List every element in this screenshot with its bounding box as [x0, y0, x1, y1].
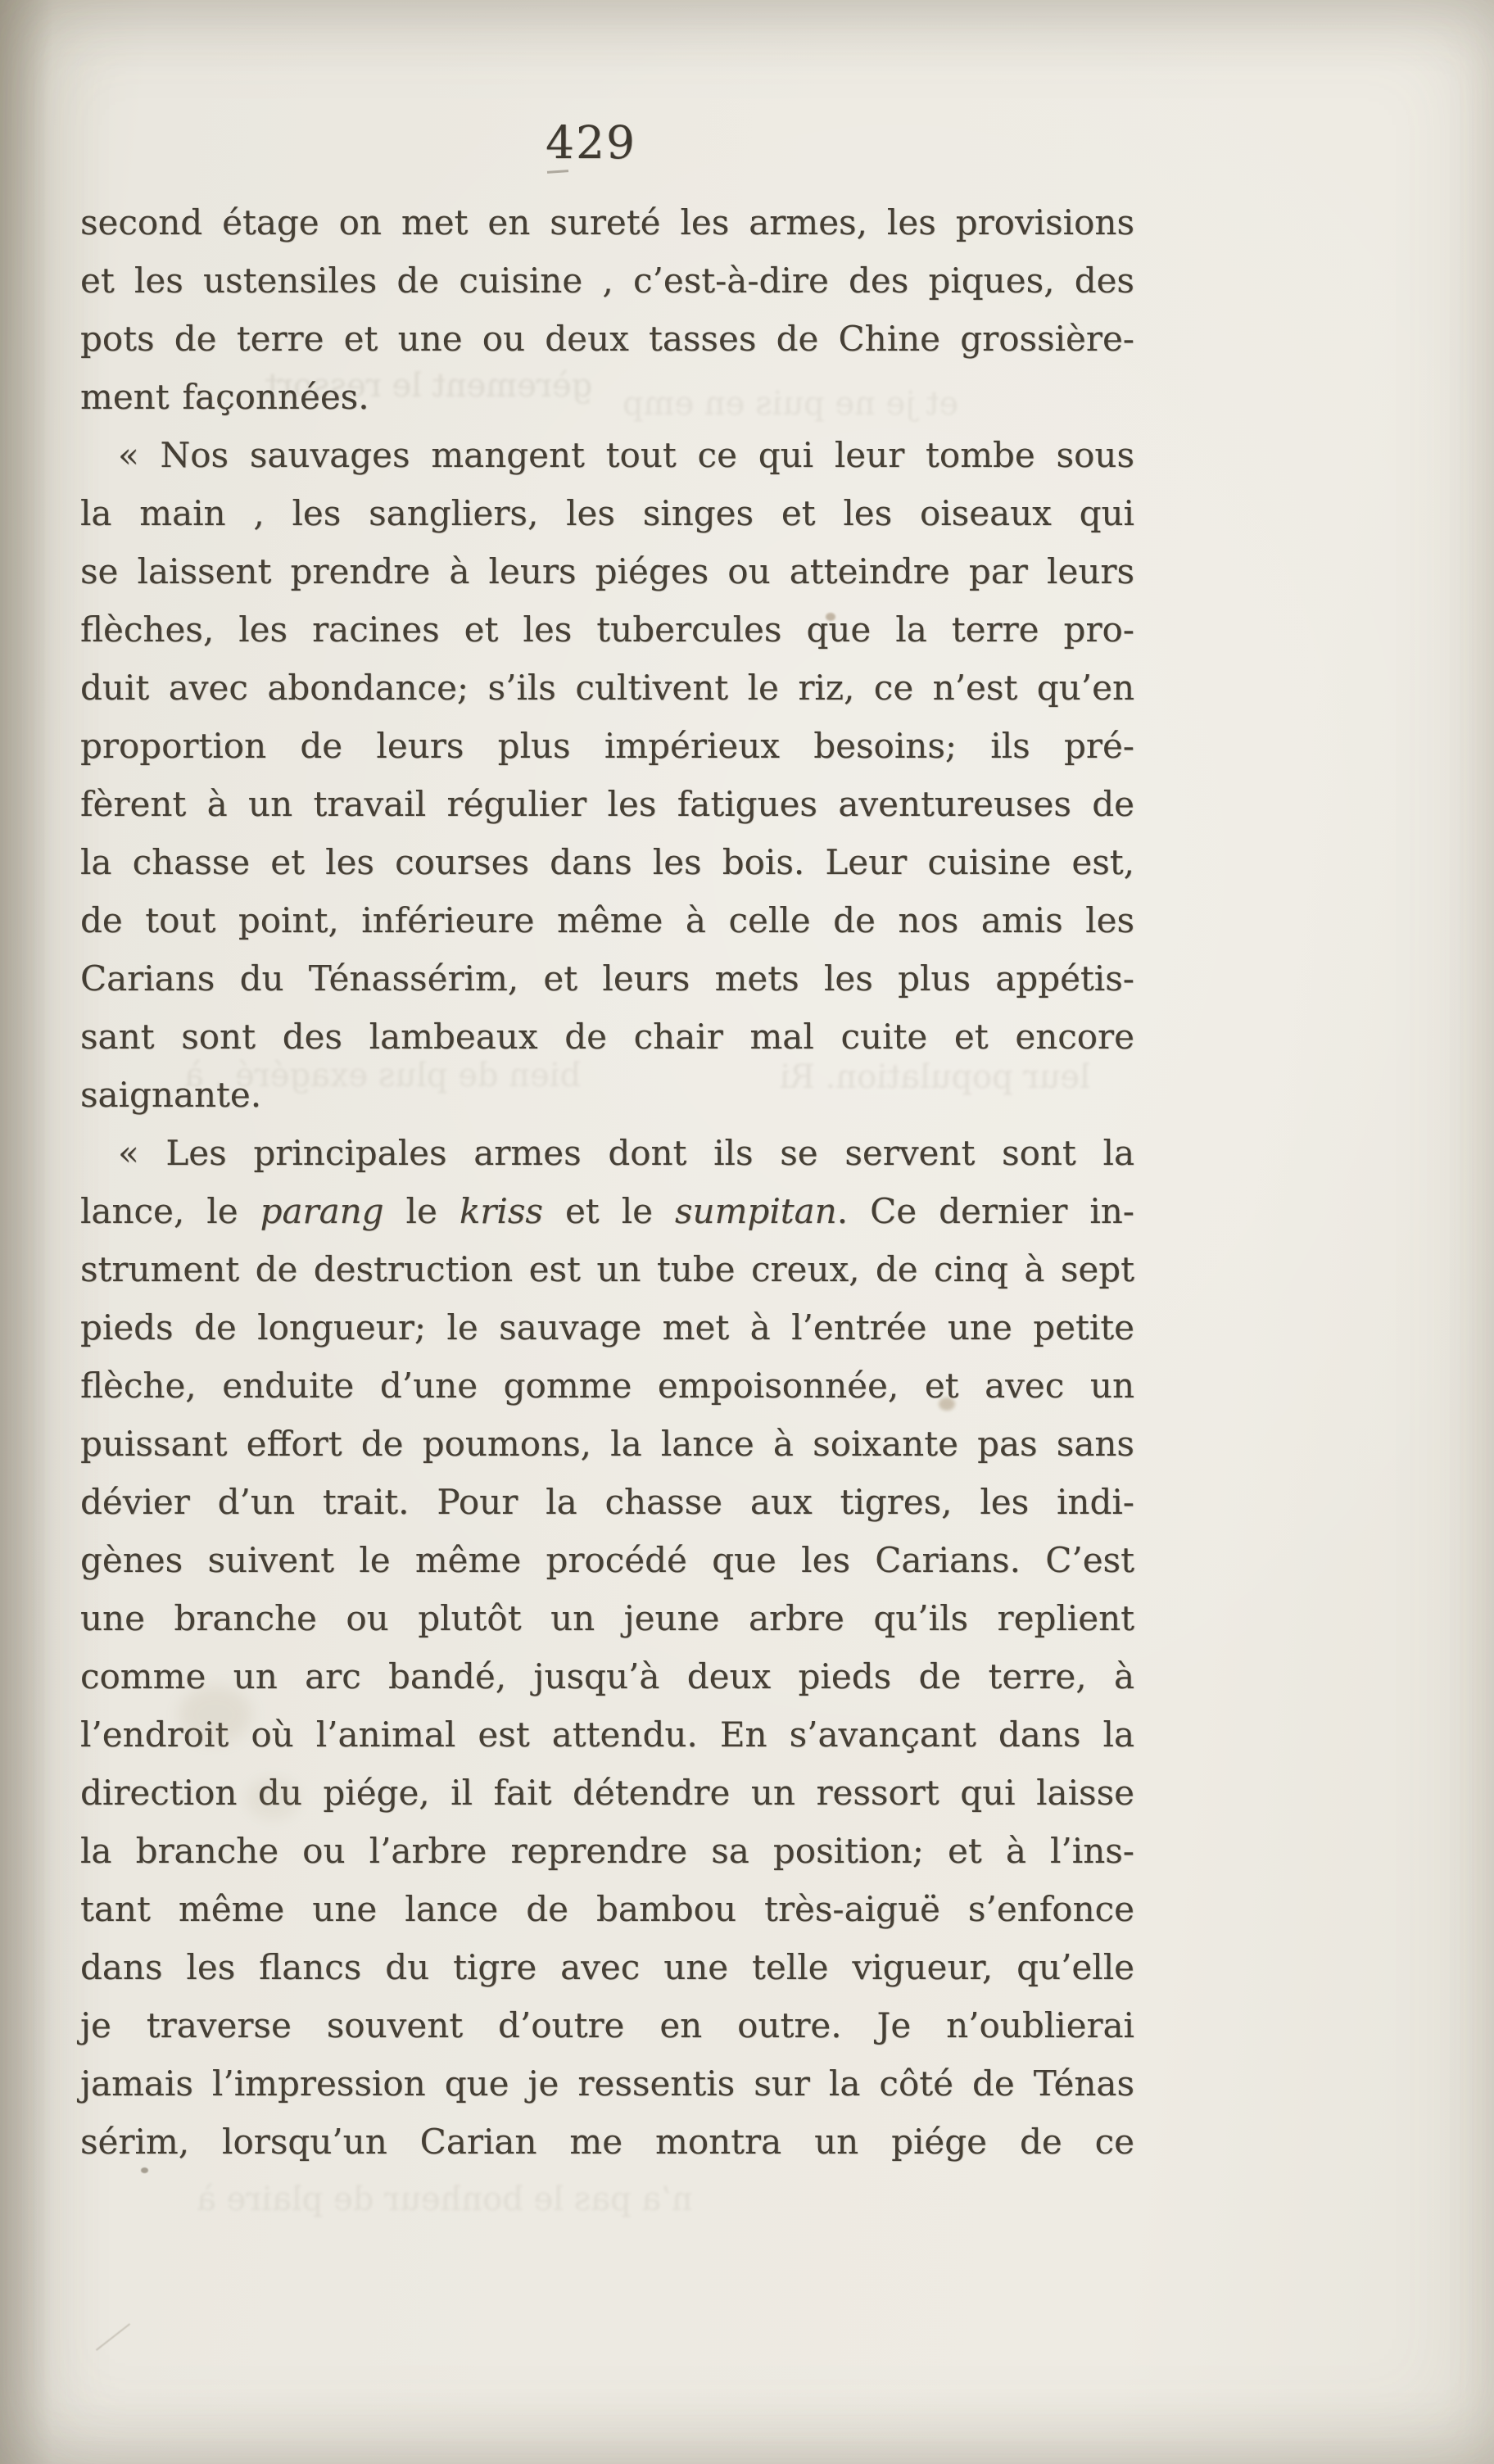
text-line: direction du piége, il fait détendre un ressort qui laisse — [80, 1773, 1134, 1813]
text-line: « Nos sauvages mangent tout ce qui leur tombe sous — [118, 435, 1134, 475]
text-line: pots de terre et une ou deux tasses de Chine grossière- — [80, 319, 1134, 359]
text-line: Carians du Ténassérim, et leurs mets les plus appétis- — [80, 958, 1134, 999]
text-line: et les ustensiles de cuisine , c’est-à-dire des piques, des — [80, 260, 1134, 301]
ghost-showthrough-text: gèrement le ressort, — [254, 367, 593, 405]
stray-ink-dash — [547, 170, 568, 174]
text-line: je traverse souvent d’outre en outre. Je n’oublierai — [80, 2005, 1134, 2045]
italic-term: sumpitan — [675, 1191, 837, 1231]
text-line: la chasse et les courses dans les bois. Leur cuisine est, — [80, 842, 1134, 882]
text-line: fèrent à un travail régulier les fatigues aventureuses de — [80, 784, 1134, 824]
text-line: se laissent prendre à leurs piéges ou atteindre par leurs — [80, 551, 1134, 591]
ghost-showthrough-text: et je ne puis en emp — [622, 385, 959, 423]
text-line: dévier d’un trait. Pour la chasse aux tigres, les indi- — [80, 1482, 1134, 1522]
scan-edge-shadow — [0, 0, 52, 2464]
italic-term: parang — [260, 1191, 384, 1231]
text-line: dans les flancs du tigre avec une telle vigueur, qu’elle — [80, 1947, 1134, 1987]
text-line: sérim, lorsqu’un Carian me montra un piége de ce — [80, 2122, 1134, 2162]
text-line: la branche ou l’arbre reprendre sa position; et à l’ins- — [80, 1831, 1134, 1871]
pencil-mark — [96, 2323, 130, 2351]
text-line: la main , les sangliers, les singes et les oiseaux qui — [80, 493, 1134, 533]
text-line: « Les principales armes dont ils se servent sont la — [118, 1133, 1134, 1173]
text-line: de tout point, inférieure même à celle de nos amis les — [80, 900, 1134, 940]
paragraph — [80, 426, 1134, 1124]
page-number: 429 — [546, 116, 636, 169]
paragraph — [80, 193, 1134, 426]
text-line: gènes suivent le même procédé que les Carians. C’est — [80, 1540, 1134, 1580]
text-line: puissant effort de poumons, la lance à soixante pas sans — [80, 1424, 1134, 1464]
text-block — [80, 193, 1134, 2171]
italic-term: kriss — [459, 1191, 543, 1231]
text-line: flèches, les racines et les tubercules que la terre pro- — [80, 609, 1134, 650]
ghost-showthrough-text: n’a pas le bonheur de plaire à — [197, 2181, 693, 2218]
text-line: sant sont des lambeaux de chair mal cuite et encore — [80, 1017, 1134, 1057]
ghost-showthrough-text: bien de plus exagéré , à — [184, 1057, 582, 1094]
text-line: saignante. — [80, 1075, 262, 1115]
paragraph — [80, 1124, 1134, 2171]
text-line: duit avec abondance; s’ils cultivent le riz, ce n’est qu’en — [80, 668, 1134, 708]
text-line: lance, le parang le kriss et le sumpitan. Ce dernier in- — [80, 1191, 1134, 1231]
text-line: l’endroit où l’animal est attendu. En s’avançant dans la — [80, 1714, 1134, 1755]
text-line: pieds de longueur; le sauvage met à l’entrée une petite — [80, 1307, 1134, 1348]
ghost-showthrough-text: leur population. Ri — [780, 1058, 1090, 1096]
text-line: jamais l’impression que je ressentis sur la côté de Ténas — [80, 2063, 1134, 2104]
text-line: tant même une lance de bambou très-aiguë s’enfonce — [80, 1889, 1134, 1929]
text-line: ment façonnées. — [80, 377, 369, 417]
text-line: strument de destruction est un tube creux, de cinq à sept — [80, 1249, 1134, 1289]
text-line: une branche ou plutôt un jeune arbre qu’ils replient — [80, 1598, 1134, 1638]
text-line: second étage on met en sureté les armes, les provisions — [80, 202, 1134, 242]
text-line: proportion de leurs plus impérieux besoins; ils pré- — [80, 726, 1134, 766]
text-line: flèche, enduite d’une gomme empoisonnée, et avec un — [80, 1366, 1134, 1406]
text-line: comme un arc bandé, jusqu’à deux pieds de terre, à — [80, 1656, 1134, 1696]
